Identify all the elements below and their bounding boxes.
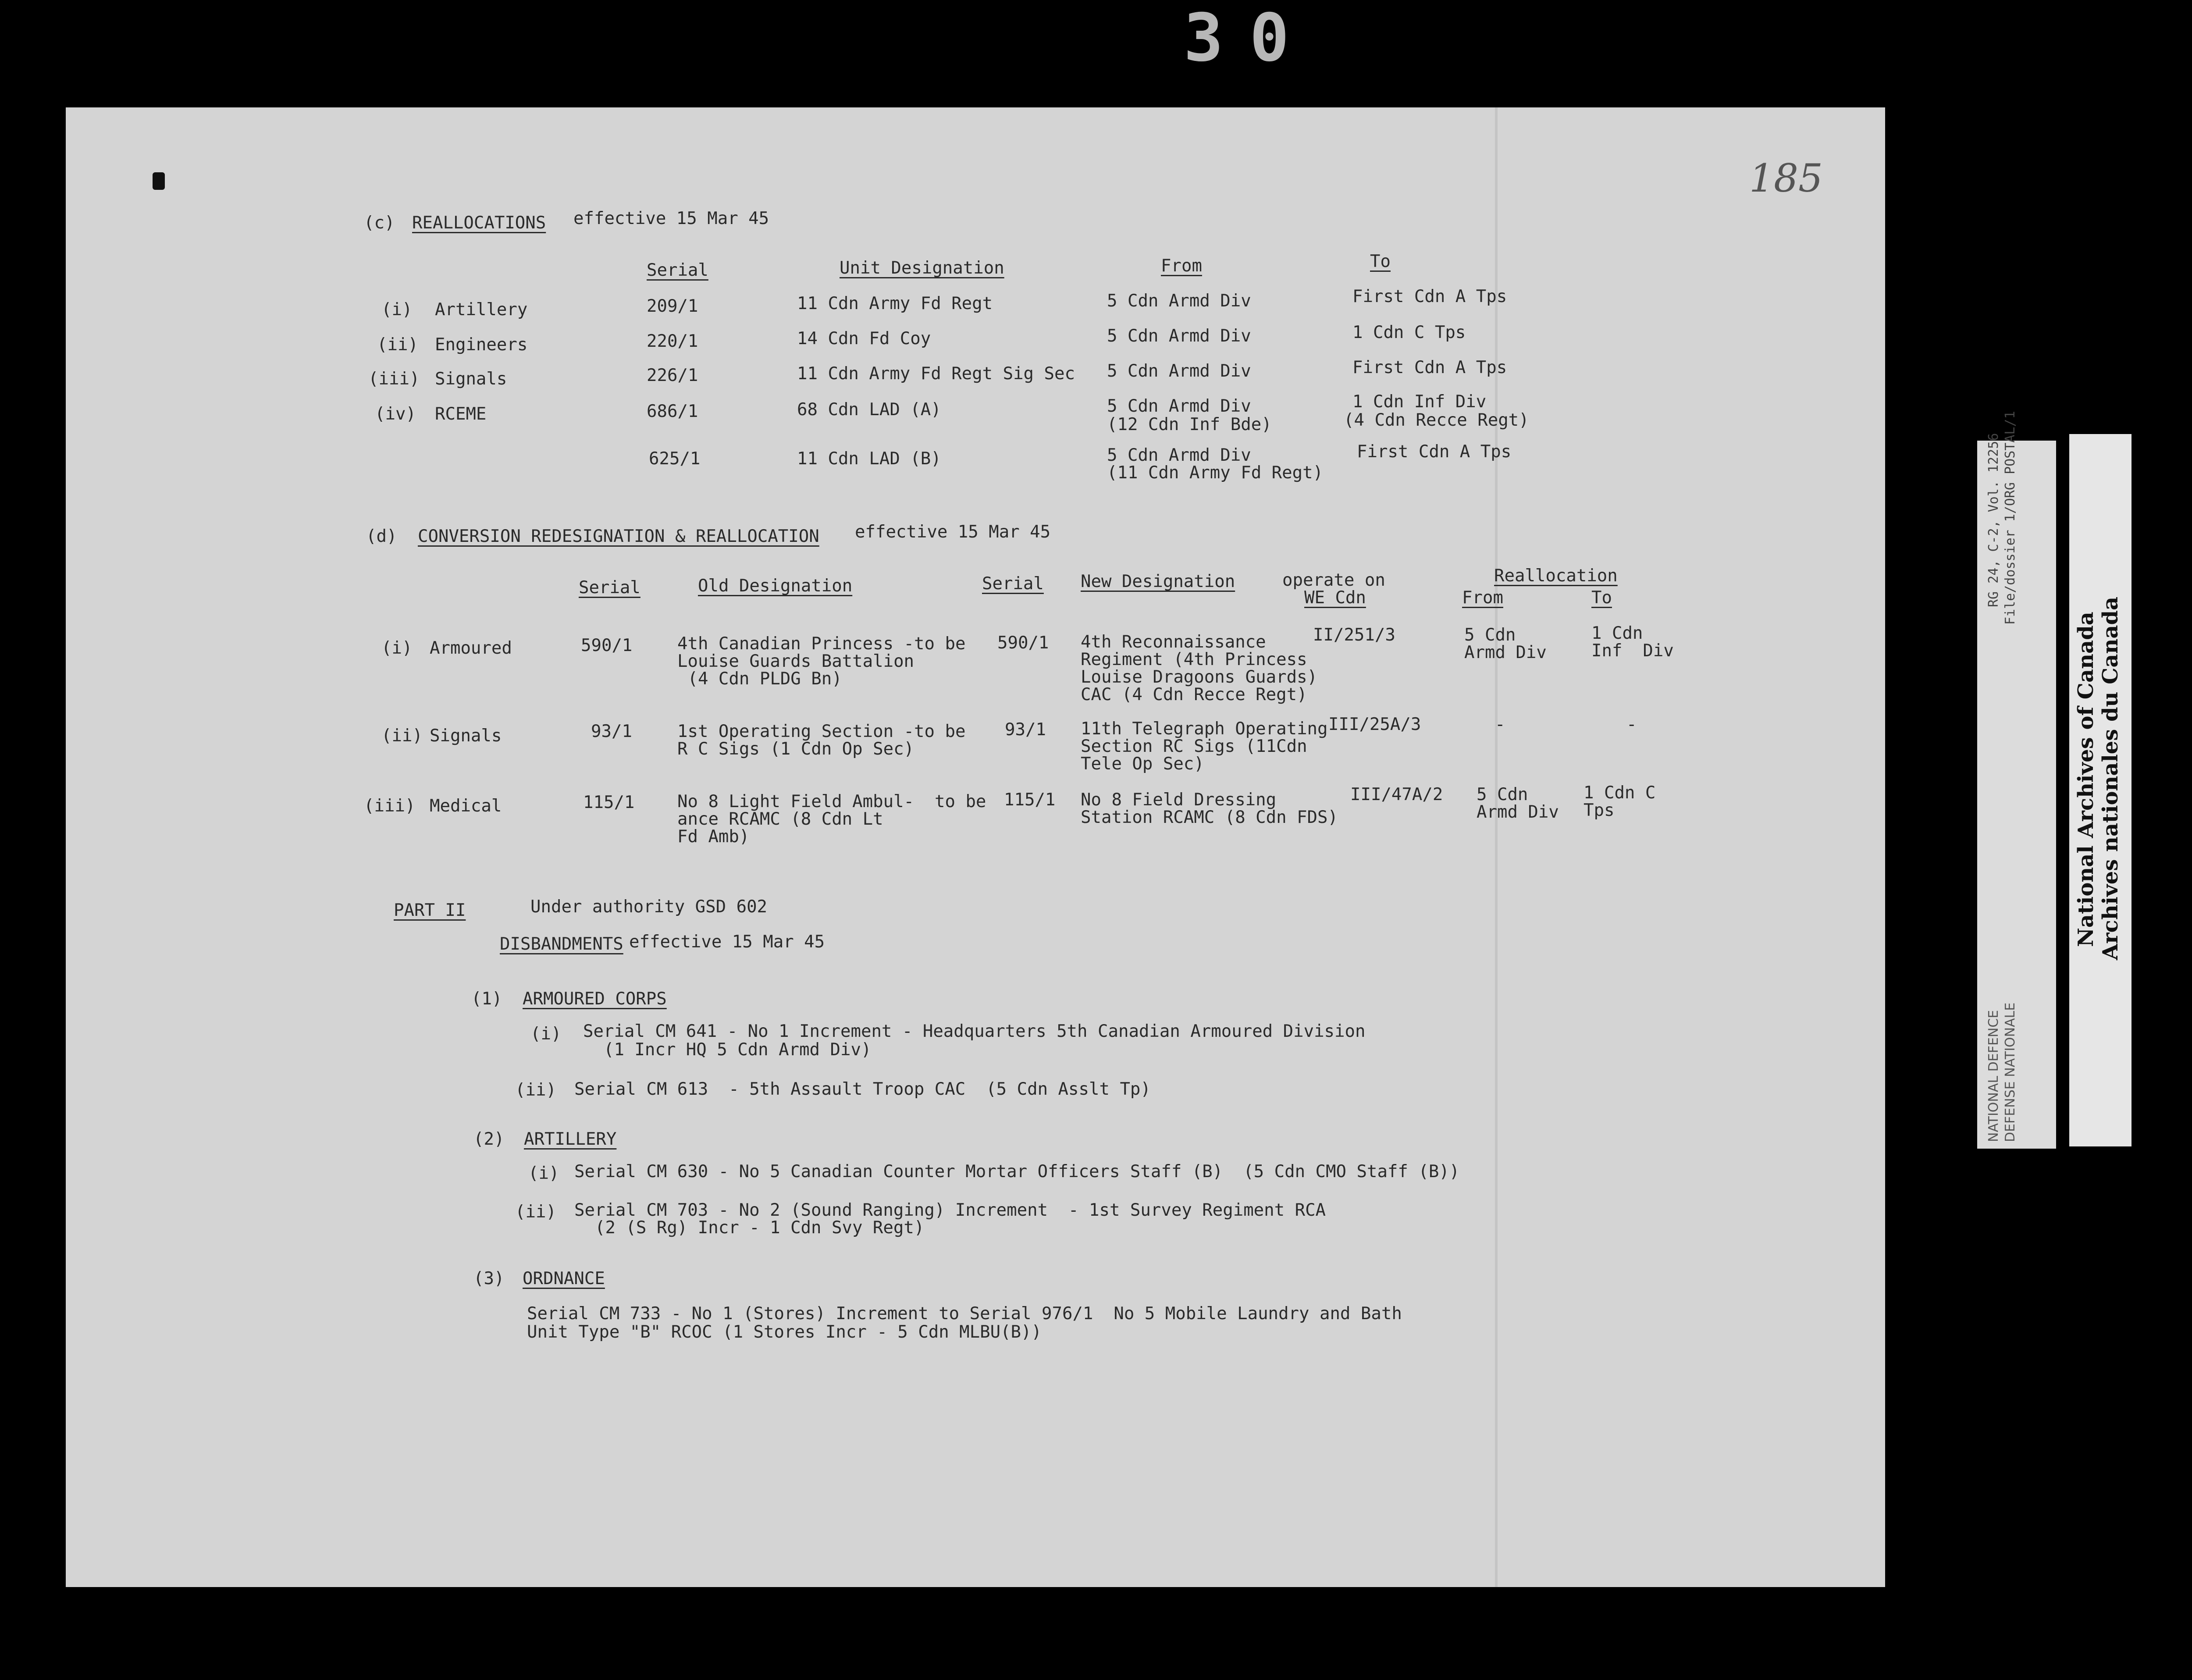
realloc-from-line: 5 Cdn	[1464, 625, 1516, 645]
header-to: To	[1370, 252, 1391, 271]
realloc-to-line: -	[1626, 715, 1637, 734]
item-number: (ii)	[515, 1080, 556, 1100]
header-new-designation: New Designation	[1081, 572, 1235, 591]
item-line: Serial CM 630 - No 5 Canadian Counter Mortar Officers Staff (B) (5 Cdn CMO Staff (B))	[574, 1162, 1460, 1182]
row-serial: 93/1	[591, 722, 632, 741]
group-title: ARMOURED CORPS	[523, 989, 667, 1009]
row-number: (iii)	[364, 796, 416, 816]
row-number: (i)	[381, 638, 413, 658]
header-reallocation: Reallocation	[1494, 566, 1618, 586]
old-designation-line: 1st Operating Section -to be	[677, 722, 966, 741]
header-serial-new: Serial	[982, 574, 1044, 594]
section-d-title: CONVERSION REDESIGNATION & REALLOCATION	[418, 527, 819, 546]
row-from: 5 Cdn Armd Div	[1107, 361, 1251, 381]
group-title: ARTILLERY	[524, 1129, 617, 1149]
new-designation-line: 11th Telegraph Operating	[1081, 719, 1328, 739]
old-designation-line: Louise Guards Battalion	[677, 651, 915, 671]
realloc-to-line: Tps	[1584, 801, 1615, 820]
reference-line: RG 24, C-2, Vol. 12256	[1986, 433, 2001, 607]
item-line: Serial CM 703 - No 2 (Sound Ranging) Increment - 1st Survey Regiment RCA	[574, 1200, 1326, 1220]
disbandments-title: DISBANDMENTS	[500, 934, 623, 954]
item-number: (i)	[528, 1164, 559, 1183]
section-c-label: (c)	[364, 213, 395, 233]
row-serial: 226/1	[647, 366, 698, 385]
row-to: 1 Cdn C Tps	[1352, 323, 1466, 342]
new-designation-line: Section RC Sigs (11Cdn	[1081, 737, 1307, 756]
new-designation-line: Louise Dragoons Guards)	[1081, 667, 1318, 687]
archive-name-fr: Archives nationales du Canada	[2098, 596, 2123, 960]
row-serial: 686/1	[647, 402, 698, 421]
new-designation-line: Regiment (4th Princess	[1081, 650, 1307, 669]
header-realloc-from: From	[1462, 588, 1503, 608]
row-from: 5 Cdn Armd Div	[1107, 445, 1251, 465]
header-operate-on: operate on	[1282, 570, 1385, 590]
header-from: From	[1161, 256, 1202, 276]
hole-punch-mark	[153, 172, 165, 190]
row-serial-new: 93/1	[1005, 720, 1046, 740]
row-number: (ii)	[377, 335, 418, 355]
new-designation-line: No 8 Field Dressing	[1081, 790, 1277, 810]
group-number: (3)	[473, 1269, 505, 1288]
row-we: III/47A/2	[1350, 785, 1443, 804]
item-line: (1 Incr HQ 5 Cdn Armd Div)	[583, 1040, 872, 1060]
row-serial: 590/1	[581, 636, 633, 655]
item-number: (ii)	[515, 1202, 556, 1222]
row-branch: Signals	[430, 726, 502, 746]
ordnance-line: Serial CM 733 - No 1 (Stores) Increment to Serial 976/1 No 5 Mobile Laundry and Bath	[527, 1304, 1402, 1324]
row-serial: 625/1	[649, 449, 701, 469]
new-designation-line: CAC (4 Cdn Recce Regt)	[1081, 685, 1307, 705]
row-from: 5 Cdn Armd Div	[1107, 396, 1251, 416]
header-we-cdn: WE Cdn	[1304, 588, 1366, 608]
new-designation-line: Tele Op Sec)	[1081, 754, 1204, 774]
department-line: DEFENSE NATIONALE	[2003, 1002, 2018, 1142]
realloc-from-line: Armd Div	[1477, 802, 1559, 822]
row-to-detail: (4 Cdn Recce Regt)	[1344, 410, 1529, 430]
old-designation-line: ance RCAMC (8 Cdn Lt	[677, 809, 883, 829]
row-serial: 115/1	[583, 793, 635, 812]
realloc-from-line: Armd Div	[1464, 643, 1547, 662]
archive-name-en: National Archives of Canada	[2074, 612, 2098, 947]
header-old-designation: Old Designation	[698, 576, 853, 596]
row-branch: Signals	[435, 369, 507, 389]
realloc-to-line: Inf Div	[1591, 641, 1674, 661]
header-realloc-to: To	[1591, 588, 1612, 608]
department-line: NATIONAL DEFENCE	[1986, 1010, 2001, 1142]
section-d-label: (d)	[366, 527, 397, 546]
header-unit-designation: Unit Designation	[840, 258, 1004, 278]
row-to: First Cdn A Tps	[1352, 287, 1507, 306]
row-from: 5 Cdn Armd Div	[1107, 326, 1251, 346]
row-from-detail: (11 Cdn Army Fd Regt)	[1107, 463, 1324, 483]
part-two-authority: Under authority GSD 602	[530, 897, 768, 917]
row-branch: Engineers	[435, 335, 528, 355]
document-page	[66, 107, 1885, 1587]
row-to: First Cdn A Tps	[1357, 442, 1512, 462]
frame-number: 30	[1184, 0, 1316, 76]
row-serial-new: 590/1	[997, 633, 1049, 653]
realloc-from-line: -	[1495, 715, 1505, 734]
item-line: Serial CM 613 - 5th Assault Troop CAC (5 Cdn Asslt Tp)	[574, 1079, 1151, 1099]
national-archives-stamp	[2069, 434, 2132, 1146]
group-number: (1)	[471, 989, 502, 1009]
section-c-effective: effective 15 Mar 45	[573, 209, 769, 228]
group-number: (2)	[473, 1129, 505, 1149]
row-unit: 11 Cdn Army Fd Regt Sig Sec	[797, 364, 1075, 384]
row-number: (iii)	[368, 369, 420, 389]
old-designation-line: No 8 Light Field Ambul- to be	[677, 792, 986, 812]
row-branch: RCEME	[435, 404, 487, 424]
row-number: (ii)	[381, 726, 423, 746]
row-from: 5 Cdn Armd Div	[1107, 291, 1251, 311]
row-serial: 220/1	[647, 331, 698, 351]
realloc-from-line: 5 Cdn	[1477, 785, 1528, 804]
row-serial-new: 115/1	[1004, 790, 1056, 810]
part-two-title: PART II	[394, 901, 466, 920]
row-branch: Armoured	[430, 638, 512, 658]
row-unit: 11 Cdn Army Fd Regt	[797, 294, 993, 313]
old-designation-line: R C Sigs (1 Cdn Op Sec)	[677, 739, 915, 759]
row-from-detail: (12 Cdn Inf Bde)	[1107, 415, 1272, 434]
item-line: (2 (S Rg) Incr - 1 Cdn Svy Regt)	[574, 1218, 925, 1238]
item-number: (i)	[530, 1024, 562, 1044]
section-d-effective: effective 15 Mar 45	[855, 522, 1051, 542]
old-designation-line: 4th Canadian Princess -to be	[677, 634, 966, 654]
section-c-title: REALLOCATIONS	[412, 213, 546, 233]
disbandments-effective: effective 15 Mar 45	[629, 932, 825, 952]
item-line: Serial CM 641 - No 1 Increment - Headquarters 5th Canadian Armoured Division	[583, 1022, 1366, 1041]
row-serial: 209/1	[647, 296, 698, 316]
page-number: 185	[1749, 156, 1823, 201]
ordnance-line: Unit Type "B" RCOC (1 Stores Incr - 5 Cdn MLBU(B))	[527, 1322, 1042, 1342]
old-designation-line: Fd Amb)	[677, 827, 750, 847]
archive-reference-stamp	[1977, 411, 2056, 1149]
row-we: III/25A/3	[1328, 715, 1421, 734]
fold-line	[1495, 107, 1498, 1587]
row-we: II/251/3	[1313, 625, 1395, 645]
row-branch: Artillery	[435, 300, 528, 320]
row-number: (iv)	[375, 404, 416, 424]
reference-line: File/dossier 1/ORG POSTAL/1	[2003, 411, 2018, 625]
realloc-to-line: 1 Cdn	[1591, 623, 1643, 643]
row-unit: 14 Cdn Fd Coy	[797, 329, 931, 349]
header-serial: Serial	[647, 260, 708, 280]
group-title: ORDNANCE	[523, 1269, 605, 1288]
row-branch: Medical	[430, 796, 502, 816]
row-number: (i)	[381, 300, 413, 320]
new-designation-line: 4th Reconnaissance	[1081, 632, 1266, 652]
old-designation-line: (4 Cdn PLDG Bn)	[677, 669, 842, 689]
row-to: 1 Cdn Inf Div	[1352, 392, 1487, 412]
row-unit: 11 Cdn LAD (B)	[797, 449, 941, 469]
realloc-to-line: 1 Cdn C	[1584, 783, 1656, 803]
row-unit: 68 Cdn LAD (A)	[797, 400, 941, 420]
header-serial: Serial	[579, 578, 641, 598]
row-to: First Cdn A Tps	[1352, 358, 1507, 377]
new-designation-line: Station RCAMC (8 Cdn FDS)	[1081, 808, 1338, 827]
